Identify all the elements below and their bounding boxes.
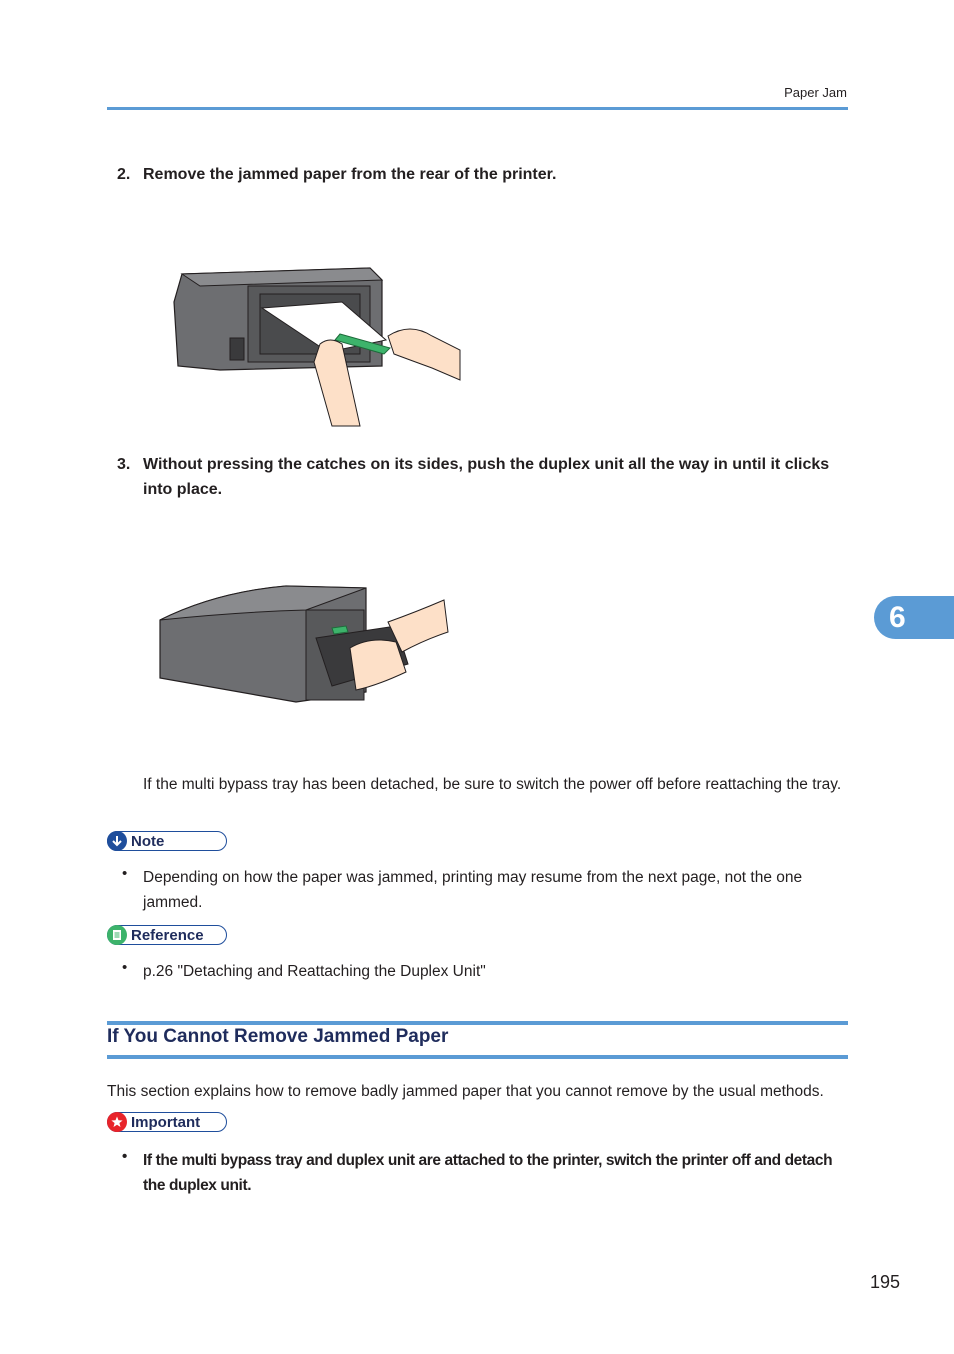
list-item: If the multi bypass tray and duplex unit are attached to the printer, switch the printer off and detach the duplex unit.	[143, 1152, 833, 1194]
important-badge	[107, 1112, 227, 1132]
important-label: Important	[131, 1113, 201, 1131]
step-number: 3.	[117, 456, 131, 473]
header-rule	[107, 107, 848, 110]
reference-list	[122, 959, 842, 984]
section-intro: This section explains how to remove badly jammed paper that you cannot remove by the usual methods.	[107, 1083, 824, 1100]
important-list	[122, 1148, 847, 1198]
note-list	[122, 865, 842, 915]
bullet-icon: •	[122, 959, 128, 976]
section-rule-top	[107, 1021, 848, 1025]
page-number: 195	[869, 1272, 900, 1292]
step-text: Remove the jammed paper from the rear of the printer.	[143, 166, 557, 183]
arrow-down-icon	[107, 831, 127, 851]
duplex-unit-illustration	[156, 582, 450, 706]
star-icon	[107, 1112, 127, 1132]
section-rule-bottom	[107, 1055, 848, 1059]
note-label: Note	[131, 832, 165, 850]
reference-label: Reference	[131, 926, 204, 944]
reference-link[interactable]: p.26 "Detaching and Reattaching the Duplex Unit"	[143, 963, 486, 980]
document-icon	[107, 925, 127, 945]
section-title: If You Cannot Remove Jammed Paper	[107, 1026, 449, 1047]
running-header: Paper Jam	[784, 85, 847, 100]
printer-rear-jam-illustration	[170, 262, 462, 428]
step-2	[117, 162, 847, 187]
chapter-tab: 6	[874, 596, 954, 639]
list-item: Depending on how the paper was jammed, printing may resume from the next page, not the one jammed.	[143, 869, 803, 911]
step-3-note: If the multi bypass tray has been detached, be sure to switch the power off before reattaching the tray.	[143, 776, 842, 793]
bullet-icon: •	[122, 1148, 128, 1165]
step-number: 2.	[117, 166, 131, 183]
step-text: Without pressing the catches on its sides, push the duplex unit all the way in until it clicks into place.	[143, 456, 830, 498]
step-3	[117, 452, 847, 502]
note-badge	[107, 831, 227, 851]
reference-badge	[107, 925, 227, 945]
bullet-icon: •	[122, 865, 128, 882]
